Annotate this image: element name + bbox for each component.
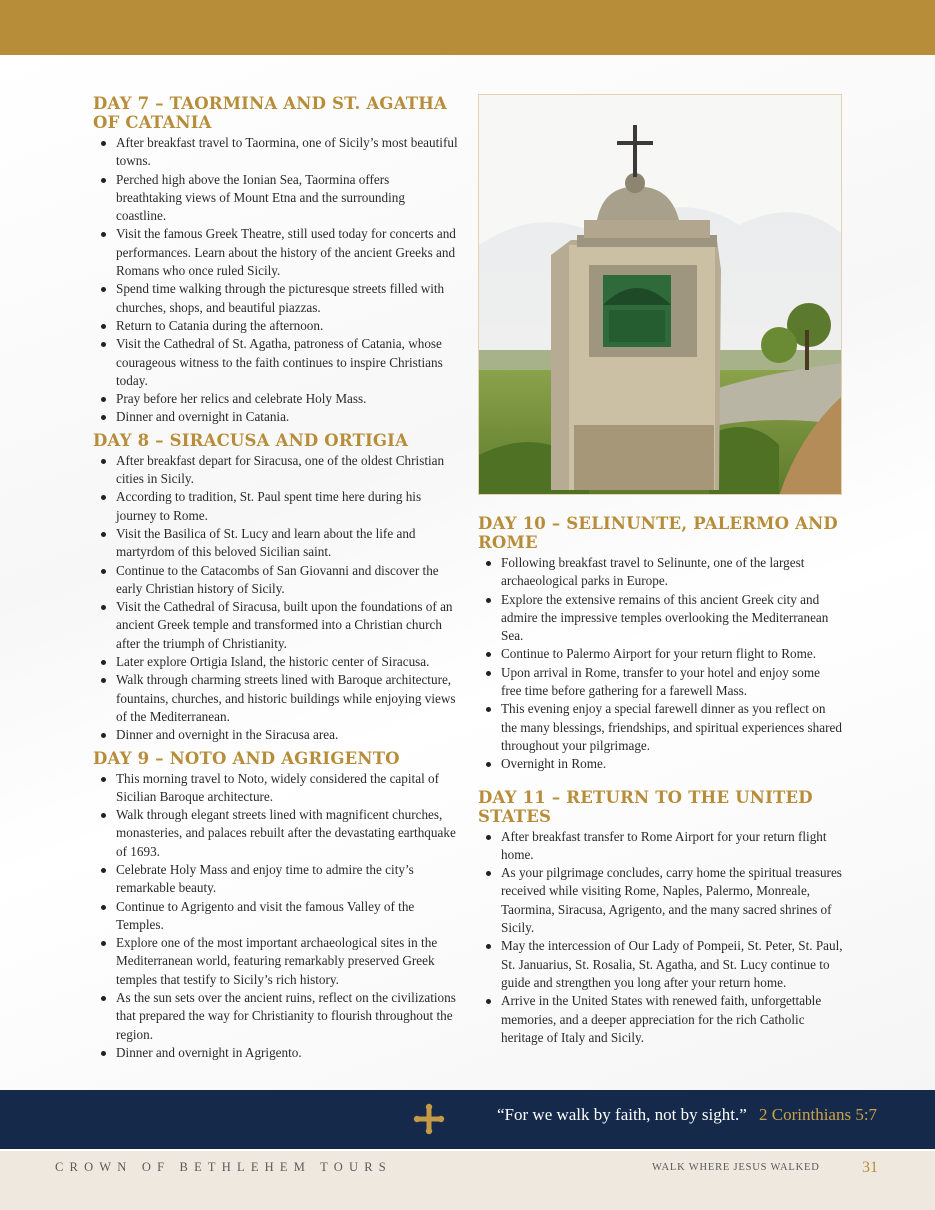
list-item: Perched high above the Ionian Sea, Taormina offers breathtaking views of Mount Etna and the surrounding coastline. (93, 171, 458, 226)
list-item: Walk through charming streets lined with Baroque architecture, fountains, churches, and historic buildings while enjoying views of the Mediterranean. (93, 671, 458, 726)
list-item: Visit the Cathedral of St. Agatha, patroness of Catania, whose courageous witness to the faith continues to inspire Christians today. (93, 335, 458, 390)
quote-reference: 2 Corinthians 5:7 (759, 1105, 878, 1124)
left-column (93, 94, 458, 1066)
day-10-section (478, 514, 843, 774)
list-item: Celebrate Holy Mass and enjoy time to admire the city’s remarkable beauty. (93, 861, 458, 898)
list-item: Arrive in the United States with renewed faith, unforgettable memories, and a deeper appreciation for the rich Catholic heritage of Italy and Sicily. (478, 992, 843, 1047)
list-item: Dinner and overnight in the Siracusa area. (93, 726, 458, 744)
footer-tagline: WALK WHERE JESUS WALKED (652, 1162, 820, 1173)
list-item: Explore the extensive remains of this ancient Greek city and admire the impressive temples overlooking the Mediterranean Sea. (478, 591, 843, 646)
list-item: According to tradition, St. Paul spent time here during his journey to Rome. (93, 488, 458, 525)
list-item: Continue to Agrigento and visit the famous Valley of the Temples. (93, 898, 458, 935)
list-item: Continue to Palermo Airport for your return flight to Rome. (478, 645, 843, 663)
day-9-section (93, 749, 458, 1063)
list-item: As the sun sets over the ancient ruins, reflect on the civilizations that prepared the way for Christianity to flourish throughout the region. (93, 989, 458, 1044)
day-item-list (93, 452, 458, 745)
day-title: DAY 8 – SIRACUSA AND ORTIGIA (93, 430, 409, 450)
list-item: After breakfast transfer to Rome Airport for your return flight home. (478, 828, 843, 865)
list-item: Visit the Cathedral of Siracusa, built upon the foundations of an ancient Greek temple and transformed into a Christian church after the triumph of Christianity. (93, 598, 458, 653)
day-item-list (93, 770, 458, 1063)
list-item: Walk through elegant streets lined with magnificent churches, monasteries, and palaces rebuilt after the devastating earthquake of 1693. (93, 806, 458, 861)
list-item: Dinner and overnight in Catania. (93, 408, 458, 426)
list-item: Return to Catania during the afternoon. (93, 317, 458, 335)
day-title: DAY 9 – NOTO AND AGRIGENTO (93, 748, 400, 768)
list-item: Continue to the Catacombs of San Giovanni and discover the early Christian history of Sicily. (93, 562, 458, 599)
day-item-list (478, 828, 843, 1048)
section-spacer (478, 778, 843, 788)
day-title: DAY 11 – RETURN TO THE UNITED STATES (478, 787, 813, 826)
top-header-band (0, 0, 935, 55)
right-column (478, 514, 843, 1051)
day-title: DAY 7 – TAORMINA AND ST. AGATHA OF CATANIA (93, 94, 448, 132)
list-item: Later explore Ortigia Island, the historic center of Siracusa. (93, 653, 458, 671)
list-item: This morning travel to Noto, widely considered the capital of Sicilian Baroque architecture. (93, 770, 458, 807)
list-item: Dinner and overnight in Agrigento. (93, 1044, 458, 1062)
list-item: Overnight in Rome. (478, 755, 843, 773)
day-11-section (478, 788, 843, 1048)
list-item: As your pilgrimage concludes, carry home the spiritual treasures received while visiting Rome, Naples, Palermo, Monreale, Taormina, Siracusa, Agrigento, and the many sacred shrines of Sicily. (478, 864, 843, 937)
day-title: DAY 10 – SELINUNTE, PALERMO AND ROME (478, 514, 838, 552)
footer-brand: CROWN OF BETHLEHEM TOURS (55, 1160, 392, 1174)
cross-icon (413, 1103, 445, 1135)
list-item: After breakfast travel to Taormina, one of Sicily’s most beautiful towns. (93, 134, 458, 171)
list-item: Visit the Basilica of St. Lucy and learn about the life and martyrdom of this beloved Sicilian saint. (93, 525, 458, 562)
list-item: Visit the famous Greek Theatre, still used today for concerts and performances. Learn about the history of the ancient Greeks and Romans who once ruled Sicily. (93, 225, 458, 280)
day-item-list (93, 134, 458, 427)
shrine-photo-illustration (479, 95, 842, 495)
list-item: Explore one of the most important archaeological sites in the Mediterranean world, featuring remarkably preserved Greek temples that testify to Sicily’s rich history. (93, 934, 458, 989)
day-item-list (478, 554, 843, 774)
page-number: 31 (862, 1159, 878, 1176)
quote-text: “For we walk by faith, not by sight.” (497, 1105, 747, 1124)
day-7-section (93, 94, 458, 427)
list-item: Upon arrival in Rome, transfer to your hotel and enjoy some free time before gathering for a farewell Mass. (478, 664, 843, 701)
list-item: Following breakfast travel to Selinunte, one of the largest archaeological parks in Europe. (478, 554, 843, 591)
list-item: This evening enjoy a special farewell dinner as you reflect on the many blessings, friendships, and spiritual experiences shared throughout your pilgrimage. (478, 700, 843, 755)
list-item: After breakfast depart for Siracusa, one of the oldest Christian cities in Sicily. (93, 452, 458, 489)
list-item: May the intercession of Our Lady of Pompeii, St. Peter, St. Paul, St. Januarius, St. Rosalia, St. Agatha, and St. Lucy continue to guide and strengthen you long after your return home. (478, 937, 843, 992)
list-item: Spend time walking through the picturesque streets filled with churches, shops, and beautiful piazzas. (93, 280, 458, 317)
roadside-shrine-photo (478, 94, 842, 495)
day-8-section (93, 431, 458, 745)
list-item: Pray before her relics and celebrate Holy Mass. (93, 390, 458, 408)
